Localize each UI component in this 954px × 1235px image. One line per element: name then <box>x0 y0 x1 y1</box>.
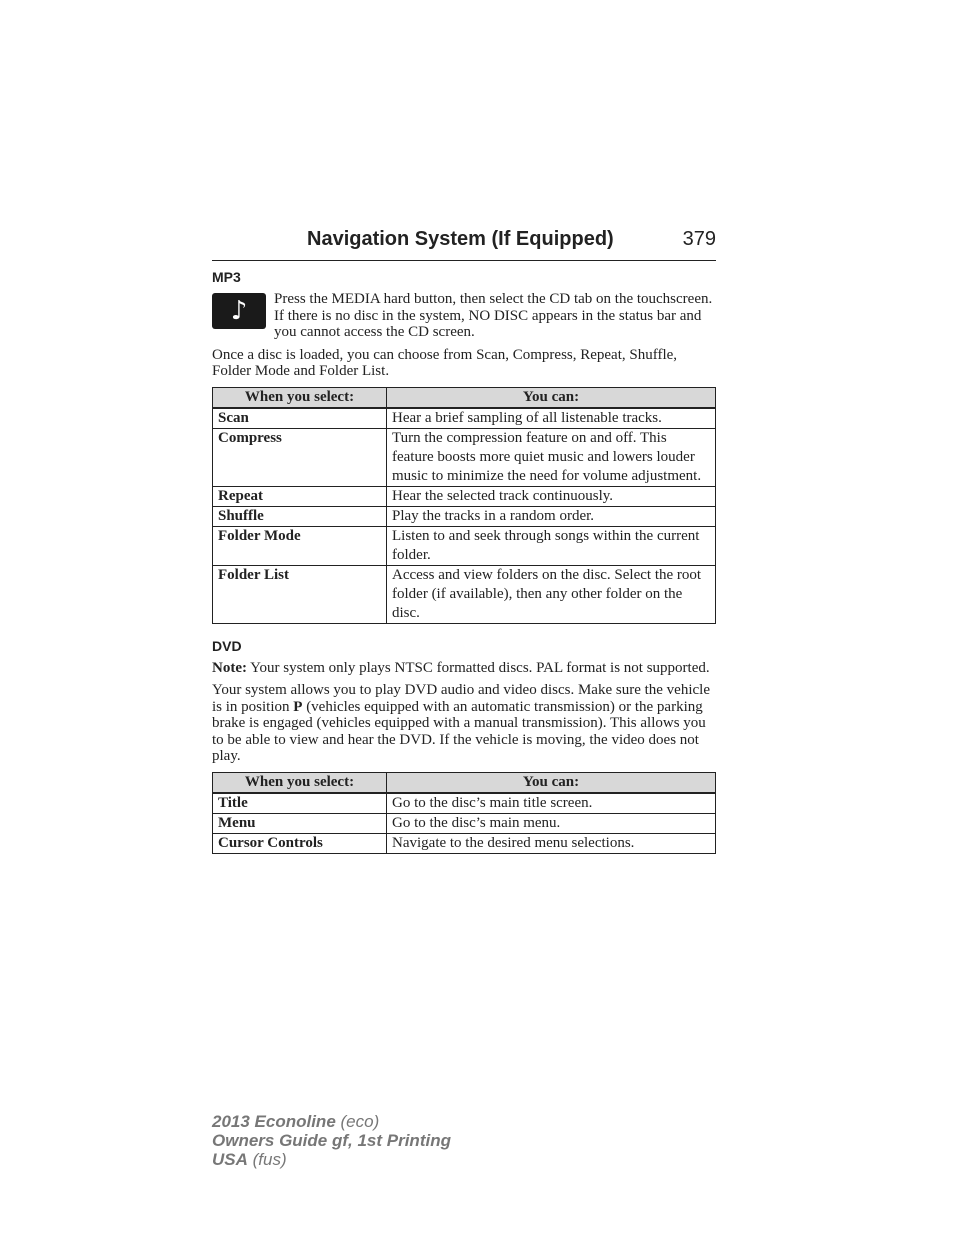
mp3-intro <box>212 291 716 341</box>
footer-guide: Owners Guide gf, 1st Printing <box>212 1131 451 1150</box>
footer-model: 2013 Econoline <box>212 1112 336 1131</box>
row-key: Menu <box>213 813 387 833</box>
column-header: You can: <box>387 772 716 793</box>
manual-page <box>212 228 716 854</box>
footer-line-2 <box>212 1131 451 1150</box>
row-value: Hear a brief sampling of all listenable tracks. <box>387 408 716 429</box>
row-key: Title <box>213 793 387 814</box>
row-value: Access and view folders on the disc. Select the root folder (if available), then any other folder on the disc. <box>387 565 716 623</box>
row-key: Cursor Controls <box>213 833 387 853</box>
row-value: Go to the disc’s main menu. <box>387 813 716 833</box>
row-value: Hear the selected track continuously. <box>387 486 716 506</box>
footer-market-code: (fus) <box>247 1150 287 1169</box>
dvd-paragraph <box>212 682 716 765</box>
column-header: You can: <box>387 387 716 408</box>
footer-line-3 <box>212 1150 451 1169</box>
table-header-row <box>213 387 716 408</box>
footer-model-code: (eco) <box>335 1112 380 1131</box>
note-label: Note: <box>212 659 247 676</box>
dvd-paragraph-part2: (vehicles equipped with an automatic transmission) or the parking brake is engaged (vehicles equipped with a manual transmission). This allows you to be able to view and hear the DVD. If the vehicle is moving, the video does not play. <box>212 698 706 764</box>
page-header <box>212 228 716 261</box>
music-note-icon: ♪ <box>212 293 266 329</box>
table-row <box>213 428 716 486</box>
mp3-table <box>212 387 716 624</box>
table-row <box>213 565 716 623</box>
footer-market: USA <box>212 1150 248 1169</box>
table-row <box>213 813 716 833</box>
row-key: Scan <box>213 408 387 429</box>
table-header-row <box>213 772 716 793</box>
row-key: Folder List <box>213 565 387 623</box>
dvd-paragraph-part1: Your system allows you to play DVD audio and video discs. Make sure the vehicle is in position <box>212 682 710 715</box>
row-key: Repeat <box>213 486 387 506</box>
table-row <box>213 526 716 565</box>
row-value: Turn the compression feature on and off. This feature boosts more quiet music and lowers louder music to minimize the need for volume adjustment. <box>387 428 716 486</box>
row-key: Shuffle <box>213 506 387 526</box>
note-text: Your system only plays NTSC formatted discs. PAL format is not supported. <box>246 659 710 676</box>
table-row <box>213 833 716 853</box>
table-row <box>213 793 716 814</box>
page-footer <box>212 1112 451 1169</box>
dvd-note <box>212 660 716 677</box>
row-key: Folder Mode <box>213 526 387 565</box>
table-row <box>213 486 716 506</box>
page-number: 379 <box>682 228 716 250</box>
mp3-heading: MP3 <box>212 269 241 285</box>
row-value: Play the tracks in a random order. <box>387 506 716 526</box>
row-value: Listen to and seek through songs within the current folder. <box>387 526 716 565</box>
row-key: Compress <box>213 428 387 486</box>
column-header: When you select: <box>213 387 387 408</box>
dvd-heading: DVD <box>212 637 242 654</box>
column-header: When you select: <box>213 772 387 793</box>
dvd-paragraph-bold: P <box>293 698 303 715</box>
dvd-table <box>212 772 716 854</box>
table-row <box>213 408 716 429</box>
row-value: Go to the disc’s main title screen. <box>387 793 716 814</box>
page-title: Navigation System (If Equipped) <box>307 228 614 250</box>
mp3-paragraph: Once a disc is loaded, you can choose from Scan, Compress, Repeat, Shuffle, Folder Mode and Folder List. <box>212 346 678 379</box>
row-value: Navigate to the desired menu selections. <box>387 833 716 853</box>
footer-line-1 <box>212 1112 451 1131</box>
mp3-intro-text: Press the MEDIA hard button, then select the CD tab on the touchscreen. If there is no disc in the system, NO DISC appears in the status bar and you cannot access the CD screen. <box>274 291 713 340</box>
table-row <box>213 506 716 526</box>
